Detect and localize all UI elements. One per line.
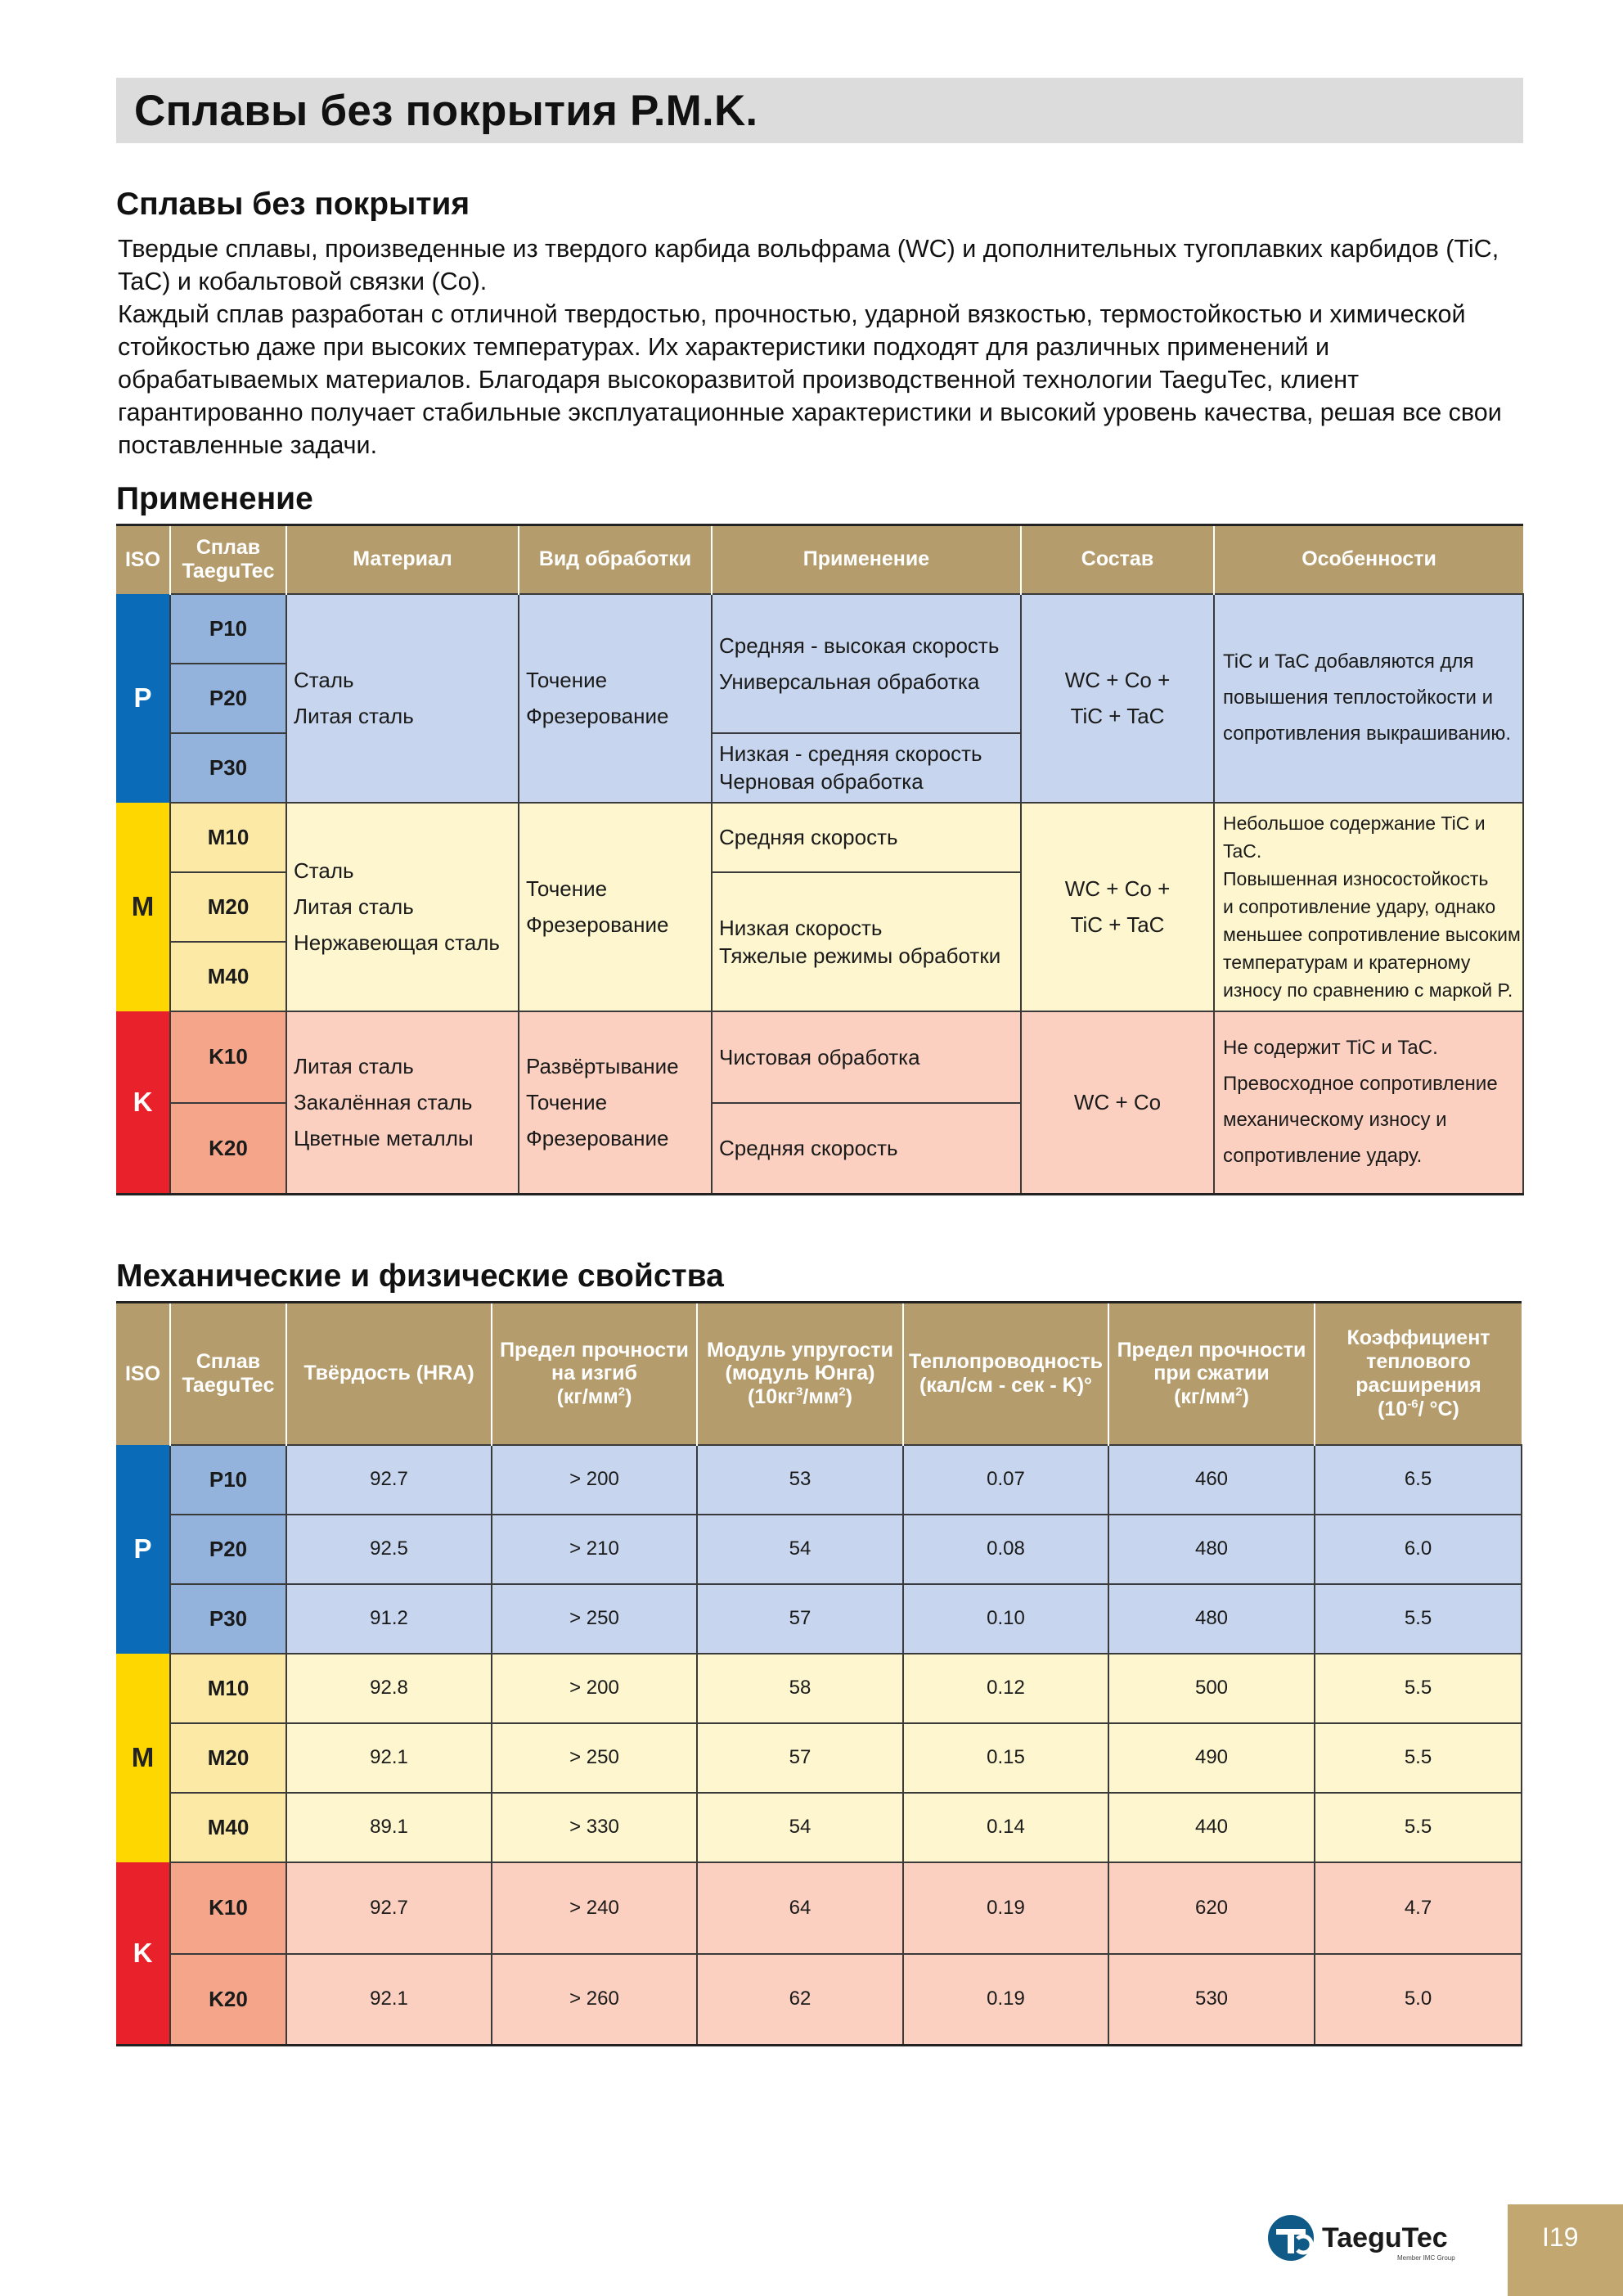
compression-cell: 440 (1108, 1793, 1315, 1862)
young-cell: 54 (697, 1515, 903, 1584)
alloy-cell: M20 (170, 1723, 286, 1793)
bending-cell: > 330 (492, 1793, 697, 1862)
prop-header-bending: Предел прочности на изгиб $(кг/мм^2)$ (492, 1303, 697, 1445)
expansion-cell: 5.5 (1315, 1723, 1522, 1793)
iso-badge-m: M (116, 1654, 170, 1862)
bending-cell: > 250 (492, 1723, 697, 1793)
properties-table (116, 1301, 1522, 2046)
hardness-cell: 92.8 (286, 1654, 492, 1723)
logo-subtext: Member IMC Group (1397, 2254, 1455, 2262)
compression-cell: 620 (1108, 1862, 1315, 1954)
header-composition: Состав (1021, 525, 1214, 594)
page-title: Сплавы без покрытия P.M.K. (134, 87, 758, 135)
table-row (116, 1723, 1522, 1793)
application-cell: Низкая скорость Тяжелые режимы обработки (712, 872, 1021, 1011)
header-iso: ISO (116, 525, 170, 594)
young-cell: 58 (697, 1654, 903, 1723)
iso-badge-p: P (116, 1445, 170, 1654)
thermal-cell: 0.19 (903, 1954, 1108, 2046)
hardness-cell: 89.1 (286, 1793, 492, 1862)
iso-badge-k: K (116, 1862, 170, 2046)
machining-cell: Точение Фрезерование (519, 594, 712, 803)
applications-header-row (116, 525, 1523, 594)
young-cell: 57 (697, 1723, 903, 1793)
features-cell: Небольшое содержание TiC и TaC. Повышенная износостойкость и сопротивление удару, однако меньшее сопротивление высоким температурам и кратерному износу по сравнению с маркой P. (1214, 803, 1523, 1011)
header-alloy: Сплав TaeguTec (170, 525, 286, 594)
table-row (116, 1515, 1522, 1584)
application-cell: Средняя - высокая скорость Универсальная обработка (712, 594, 1021, 733)
alloy-cell: M40 (170, 1793, 286, 1862)
alloy-cell: K10 (170, 1011, 286, 1103)
table-row (116, 1793, 1522, 1862)
alloy-cell: P10 (170, 1445, 286, 1515)
intro-paragraph-1: Твердые сплавы, произведенные из твердого карбида вольфрама (WC) и дополнительных тугоплавких карбидов (TiC, TaC) и кобальтовой связки (Co). (118, 235, 1499, 295)
thermal-cell: 0.19 (903, 1862, 1108, 1954)
intro-text (118, 232, 1525, 461)
thermal-cell: 0.12 (903, 1654, 1108, 1723)
bending-cell: > 260 (492, 1954, 697, 2046)
hardness-cell: 92.1 (286, 1723, 492, 1793)
features-cell: TiC и TaC добавляются для повышения теплостойкости и сопротивления выкрашиванию. (1214, 594, 1523, 803)
compression-cell: 460 (1108, 1445, 1315, 1515)
alloy-cell: M10 (170, 1654, 286, 1723)
prop-header-iso: ISO (116, 1303, 170, 1445)
header-machining: Вид обработки (519, 525, 712, 594)
alloy-cell: P20 (170, 1515, 286, 1584)
table-row (116, 803, 1523, 872)
alloy-cell: K10 (170, 1862, 286, 1954)
page-number: I19 (1542, 2222, 1579, 2252)
header-features: Особенности (1214, 525, 1523, 594)
compression-cell: 490 (1108, 1723, 1315, 1793)
table-row (116, 1011, 1523, 1103)
hardness-cell: 91.2 (286, 1584, 492, 1654)
thermal-cell: 0.07 (903, 1445, 1108, 1515)
alloy-cell: M10 (170, 803, 286, 872)
thermal-cell: 0.14 (903, 1793, 1108, 1862)
bending-cell: > 200 (492, 1445, 697, 1515)
header-material: Материал (286, 525, 519, 594)
bending-cell: > 240 (492, 1862, 697, 1954)
applications-heading: Применение (116, 481, 313, 516)
young-cell: 64 (697, 1862, 903, 1954)
hardness-cell: 92.7 (286, 1862, 492, 1954)
expansion-cell: 6.5 (1315, 1445, 1522, 1515)
young-cell: 62 (697, 1954, 903, 2046)
material-cell: Литая сталь Закалённая сталь Цветные металлы (286, 1011, 519, 1195)
application-cell: Средняя скорость (712, 1103, 1021, 1195)
young-cell: 54 (697, 1793, 903, 1862)
expansion-cell: 5.0 (1315, 1954, 1522, 2046)
thermal-cell: 0.15 (903, 1723, 1108, 1793)
title-bar (116, 78, 1523, 143)
bending-cell: > 250 (492, 1584, 697, 1654)
hardness-cell: 92.1 (286, 1954, 492, 2046)
prop-header-hardness: Твёрдость (HRA) (286, 1303, 492, 1445)
compression-cell: 480 (1108, 1515, 1315, 1584)
page-number-tab (1508, 2204, 1623, 2296)
iso-badge-m: M (116, 803, 170, 1011)
young-cell: 57 (697, 1584, 903, 1654)
prop-header-expansion: Коэффициент теплового расширения ($10^{-6}/$ °C) (1315, 1303, 1522, 1445)
taegutec-logo (1266, 2213, 1472, 2263)
bending-cell: > 210 (492, 1515, 697, 1584)
table-row (116, 1445, 1522, 1515)
alloy-cell: M40 (170, 942, 286, 1011)
expansion-cell: 4.7 (1315, 1862, 1522, 1954)
prop-header-thermal: Теплопроводность (кал/см - сек - K)° (903, 1303, 1108, 1445)
properties-heading: Механические и физические свойства (116, 1258, 724, 1294)
table-row (116, 594, 1523, 664)
alloy-cell: P20 (170, 664, 286, 733)
machining-cell: Развёртывание Точение Фрезерование (519, 1011, 712, 1195)
table-row (116, 1862, 1522, 1954)
composition-cell: WC + Co + TiC + TaC (1021, 803, 1214, 1011)
table-row (116, 1584, 1522, 1654)
compression-cell: 530 (1108, 1954, 1315, 2046)
applications-table (116, 524, 1524, 1195)
machining-cell: Точение Фрезерование (519, 803, 712, 1011)
expansion-cell: 5.5 (1315, 1654, 1522, 1723)
composition-cell: WC + Co (1021, 1011, 1214, 1195)
table-row (116, 1654, 1522, 1723)
application-cell: Средняя скорость (712, 803, 1021, 872)
intro-heading: Сплавы без покрытия (116, 187, 470, 222)
iso-badge-p: P (116, 594, 170, 803)
application-cell: Низкая - средняя скорость Черновая обработка (712, 733, 1021, 803)
table-row (116, 1954, 1522, 2046)
properties-header-row (116, 1303, 1522, 1445)
bending-cell: > 200 (492, 1654, 697, 1723)
young-cell: 53 (697, 1445, 903, 1515)
features-cell: Не содержит TiC и TaC. Превосходное сопротивление механическому износу и сопротивление удару. (1214, 1011, 1523, 1195)
compression-cell: 500 (1108, 1654, 1315, 1723)
hardness-cell: 92.5 (286, 1515, 492, 1584)
alloy-cell: P10 (170, 594, 286, 664)
thermal-cell: 0.10 (903, 1584, 1108, 1654)
alloy-cell: K20 (170, 1954, 286, 2046)
compression-cell: 480 (1108, 1584, 1315, 1654)
expansion-cell: 5.5 (1315, 1584, 1522, 1654)
hardness-cell: 92.7 (286, 1445, 492, 1515)
material-cell: Сталь Литая сталь Нержавеющая сталь (286, 803, 519, 1011)
prop-header-alloy: Сплав TaeguTec (170, 1303, 286, 1445)
prop-header-young: Модуль упругости (модуль Юнга) $(10кг^3/мм^2)$ (697, 1303, 903, 1445)
prop-header-compression: Предел прочности при сжатии $(кг/мм^2)$ (1108, 1303, 1315, 1445)
alloy-cell: P30 (170, 1584, 286, 1654)
application-cell: Чистовая обработка (712, 1011, 1021, 1103)
material-cell: Сталь Литая сталь (286, 594, 519, 803)
logo-wordmark: TaeguTec (1322, 2222, 1448, 2253)
alloy-cell: K20 (170, 1103, 286, 1195)
expansion-cell: 5.5 (1315, 1793, 1522, 1862)
thermal-cell: 0.08 (903, 1515, 1108, 1584)
alloy-cell: M20 (170, 872, 286, 942)
composition-cell: WC + Co + TiC + TaC (1021, 594, 1214, 803)
iso-badge-k: K (116, 1011, 170, 1195)
expansion-cell: 6.0 (1315, 1515, 1522, 1584)
intro-paragraph-2: Каждый сплав разработан с отличной твердостью, прочностью, ударной вязкостью, термостойкостью и химической стойкостью даже при высоких температурах. Их характеристики подходят для различных применений и обрабатываемых материалов. Благодаря высокоразвитой производственной технологии TaeguTec, клиент гарантированно получает стабильные эксплуатационные характеристики и высокий уровень качества, решая все свои поставленные задачи. (118, 300, 1502, 459)
header-application: Применение (712, 525, 1021, 594)
alloy-cell: P30 (170, 733, 286, 803)
